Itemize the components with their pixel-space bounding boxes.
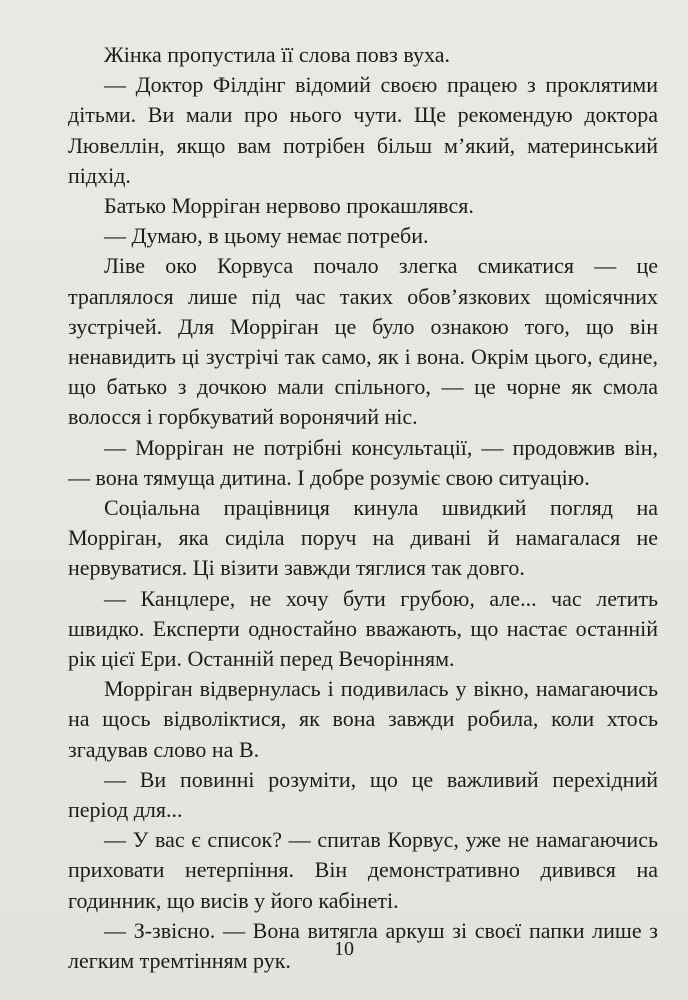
paragraph: Морріган відвернулась і подивилась у вікно, намагаючись на щось відволіктися, як вона завжди робила, коли хтось згадував слово на В. — [68, 676, 658, 762]
paragraph: — Канцлере, не хочу бути грубою, але... час летить швидко. Експерти одностайно вважають, що настає останній рік цієї Ери. Останній перед Вечорінням. — [68, 585, 658, 672]
paragraph: Соціальна працівниця кинула швидкий погляд на Морріган, яка сиділа поруч на дивані й намагалася не нервуватися. Ці візити завжди тяглися так довго. — [68, 495, 658, 581]
page-number: 10 — [334, 938, 354, 960]
paragraph: — Думаю, в цьому немає потреби. — [104, 223, 429, 249]
paragraph: — Ви повинні розуміти, що це важливий перехідний період для... — [68, 766, 658, 823]
paragraph: Жінка пропустила її слова повз вуха. — [104, 42, 450, 67]
body-text — [68, 40, 658, 976]
paragraph: Ліве око Корвуса почало злегка смикатися — це траплялося лише під час таких обов’язкових щомісячних зустрічей. Для Морріган це було ознакою того, що він ненавидить ці зустрічі так само, як і вона. Окрім цього, єдине, що батько з дочкою мали спільного, — це чорне як смола волосся і горбкуватий воронячий ніс. — [68, 253, 658, 430]
paragraph: Батько Морріган нервово прокашлявся. — [104, 193, 474, 219]
paragraph: — Морріган не потрібні консультації, — продовжив він, — вона тямуща дитина. І добре розуміє свою ситуацію. — [68, 434, 658, 490]
paragraph: — З-звісно. — Вона витягла аркуш зі своєї папки лише з легким тремтінням рук. — [68, 917, 658, 974]
paragraph: — У вас є список? — спитав Корвус, уже не намагаючись приховати нетерпіння. Він демонстративно дивився на годинник, що висів у його кабінеті. — [68, 827, 658, 913]
paragraph: — Доктор Філдінг відомий своєю працею з проклятими дітьми. Ви мали про нього чути. Ще рекомендую доктора Лювеллін, якщо вам потрібен більш м’який, материнський підхід. — [68, 72, 658, 188]
